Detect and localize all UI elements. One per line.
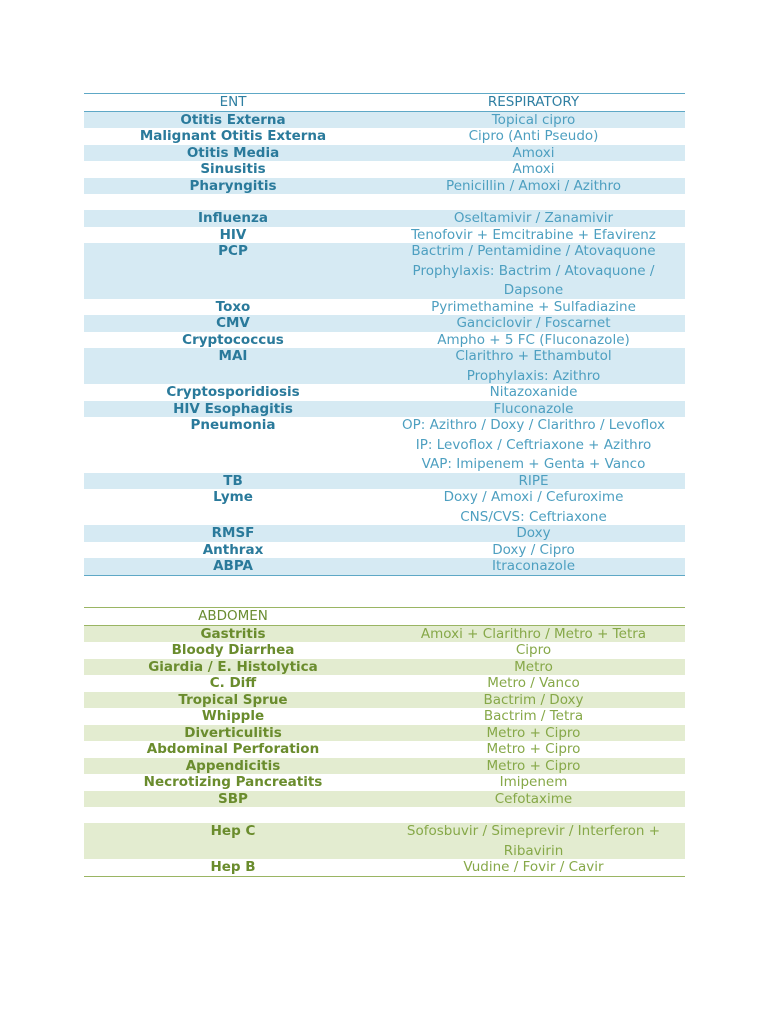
condition-cell: Lyme (213, 489, 253, 505)
treatment-line: OP: Azithro / Doxy / Clarithro / Levoflox (402, 417, 665, 433)
spacer-cell (84, 807, 685, 823)
treatment-line: Pyrimethamine + Sulfadiazine (431, 298, 636, 315)
treatment-cell (382, 642, 685, 659)
treatment-cell (382, 227, 685, 244)
condition-cell: Otitis Externa (84, 111, 382, 128)
treatment-line: Amoxi (512, 161, 555, 177)
table-row (84, 128, 685, 145)
table-row (84, 642, 685, 659)
table-row (84, 625, 685, 642)
table-row (84, 542, 685, 559)
spacer-cell (84, 194, 685, 210)
treatment-line: Fluconazole (493, 400, 574, 417)
treatment-cell (382, 315, 685, 332)
treatment-cell (382, 625, 685, 642)
condition-cell: Abdominal Perforation (146, 741, 320, 757)
treatment-line: Cipro (Anti Pseudo) (468, 128, 599, 144)
treatment-cell (382, 210, 685, 227)
table-row (84, 315, 685, 332)
treatment-cell (382, 823, 685, 859)
treatment-cell (382, 774, 685, 791)
treatment-cell (382, 708, 685, 725)
treatment-line: Doxy / Cipro (492, 541, 575, 558)
treatment-line: Bactrim / Pentamidine / Atovaquone (411, 243, 656, 259)
treatment-cell (382, 692, 685, 709)
treatment-line: VAP: Imipenem + Genta + Vanco (421, 456, 646, 472)
table-row (84, 384, 685, 401)
condition-cell: Diverticulitis (84, 725, 382, 742)
treatment-cell (382, 384, 685, 401)
table-row (84, 725, 685, 742)
condition-cell: MAI (84, 348, 382, 384)
treatment-cell (382, 525, 685, 542)
treatment-line: Amoxi + Clarithro / Metro + Tetra (420, 625, 647, 642)
treatment-line: Vudine / Fovir / Cavir (463, 859, 604, 875)
condition-cell: Whipple (201, 708, 265, 724)
table-row (84, 473, 685, 490)
condition-cell: PCP (84, 243, 382, 299)
condition-cell: Necrotizing Pancreatits (143, 774, 323, 790)
treatment-line: CNS/CVS: Ceftriaxone (460, 508, 607, 525)
condition-cell: Pneumonia (190, 417, 276, 433)
abdomen-header: ABDOMEN (84, 608, 382, 626)
condition-cell: Influenza (84, 210, 382, 227)
condition-cell: C. Diff (209, 675, 257, 691)
treatment-line: Sofosbuvir / Simeprevir / Interferon + (406, 823, 661, 839)
condition-cell: Anthrax (202, 541, 264, 558)
condition-cell: Cryptococcus (182, 331, 284, 348)
treatment-cell (382, 243, 685, 299)
condition-cell: Appendicitis (84, 758, 382, 775)
treatment-line: Nitazoxanide (489, 384, 578, 400)
treatment-cell (382, 111, 685, 128)
treatment-cell (382, 348, 685, 384)
treatment-cell (382, 791, 685, 808)
table-row (84, 243, 685, 299)
table-row (84, 332, 685, 349)
treatment-cell (382, 417, 685, 473)
treatment-line: Prophylaxis: Azithro (466, 367, 601, 384)
treatment-cell (382, 473, 685, 490)
treatment-line: Itraconazole (491, 558, 575, 574)
condition-cell: Malignant Otitis Externa (139, 128, 327, 144)
treatment-line: Doxy (516, 525, 551, 541)
treatment-line: Cefotaxime (494, 790, 573, 807)
condition-cell: Giardia / E. Histolytica (84, 659, 382, 676)
condition-cell: CMV (84, 315, 382, 332)
treatment-line: Tenofovir + Emcitrabine + Efavirenz (411, 226, 656, 243)
condition-cell: RMSF (84, 525, 382, 542)
treatment-cell (382, 299, 685, 316)
condition-cell: Sinusitis (200, 161, 266, 177)
treatment-line: Ribavirin (503, 842, 564, 859)
condition-cell: Cryptosporidiosis (166, 384, 300, 400)
respiratory-header-row (84, 94, 685, 112)
table-row (84, 178, 685, 195)
treatment-cell (382, 859, 685, 876)
table-row (84, 525, 685, 542)
treatment-cell (382, 659, 685, 676)
treatment-cell (382, 145, 685, 162)
table-row (84, 348, 685, 384)
treatment-cell (382, 725, 685, 742)
table-row (84, 558, 685, 575)
condition-cell: HIV Esophagitis (84, 401, 382, 418)
treatment-line: IP: Levoflox / Ceftriaxone + Azithro (415, 436, 652, 453)
condition-cell: Bloody Diarrhea (171, 642, 295, 658)
table-row (84, 417, 685, 473)
treatment-line: Amoxi (512, 144, 555, 161)
table-row (84, 823, 685, 859)
treatment-line: Ganciclovir / Foscarnet (456, 315, 611, 331)
table-row (84, 489, 685, 525)
abdomen-header-row (84, 608, 685, 626)
abdomen-body (84, 625, 685, 876)
table-row (84, 774, 685, 791)
table-row (84, 859, 685, 876)
treatment-line: Metro (514, 658, 553, 675)
treatment-cell (382, 401, 685, 418)
table-row (84, 675, 685, 692)
table-row (84, 692, 685, 709)
treatment-line: Clarithro + Ethambutol (455, 348, 612, 364)
condition-cell: Gastritis (84, 625, 382, 642)
table-row (84, 111, 685, 128)
treatment-cell (382, 128, 685, 145)
treatment-line: Metro / Vanco (487, 675, 580, 691)
condition-cell: ABPA (84, 558, 382, 575)
treatment-line: Metro + Cipro (486, 757, 581, 774)
ent-header: ENT (84, 94, 382, 112)
table-row (84, 210, 685, 227)
treatment-cell (382, 542, 685, 559)
treatment-cell (382, 741, 685, 758)
treatment-line: Bactrim / Doxy (483, 691, 584, 708)
treatment-line: Metro + Cipro (486, 724, 581, 741)
treatment-cell (382, 758, 685, 775)
table-row (84, 161, 685, 178)
table-row (84, 227, 685, 244)
condition-cell: Hep B (210, 859, 256, 875)
treatment-line: Penicillin / Amoxi / Azithro (446, 177, 621, 194)
treatment-line: Dapsone (503, 282, 564, 298)
respiratory-body (84, 111, 685, 575)
treatment-cell (382, 489, 685, 525)
respiratory-table (84, 93, 685, 576)
treatment-line: Bactrim / Tetra (483, 708, 584, 724)
treatment-line: Prophylaxis: Bactrim / Atovaquone / (412, 262, 655, 279)
table-row (84, 299, 685, 316)
respiratory-header: RESPIRATORY (382, 94, 685, 112)
condition-cell: Hep C (84, 823, 382, 859)
table-row (84, 659, 685, 676)
treatment-line: Imipenem (499, 774, 568, 790)
treatment-line: Ampho + 5 FC (Fluconazole) (437, 331, 630, 348)
treatment-line: Topical cipro (491, 111, 576, 128)
treatment-cell (382, 161, 685, 178)
abdomen-header-right (382, 608, 685, 626)
table-row (84, 758, 685, 775)
table-row (84, 401, 685, 418)
table-row (84, 145, 685, 162)
treatment-line: Oseltamivir / Zanamivir (453, 210, 614, 226)
table-row (84, 708, 685, 725)
treatment-cell (382, 332, 685, 349)
table-row (84, 791, 685, 808)
treatment-line: Metro + Cipro (486, 741, 581, 757)
treatment-line: RIPE (518, 472, 549, 489)
table-row (84, 741, 685, 758)
condition-cell: HIV (219, 226, 247, 243)
treatment-line: Doxy / Amoxi / Cefuroxime (443, 489, 624, 505)
abdomen-table (84, 607, 685, 877)
condition-cell: Pharyngitis (84, 178, 382, 195)
treatment-cell (382, 558, 685, 575)
condition-cell: Otitis Media (84, 145, 382, 162)
condition-cell: SBP (84, 791, 382, 808)
treatment-cell (382, 675, 685, 692)
condition-cell: Toxo (215, 298, 251, 315)
spacer-row (84, 194, 685, 210)
condition-cell: TB (84, 473, 382, 490)
condition-cell: Tropical Sprue (84, 692, 382, 709)
treatment-cell (382, 178, 685, 195)
spacer-row (84, 807, 685, 823)
treatment-line: Cipro (515, 642, 552, 658)
